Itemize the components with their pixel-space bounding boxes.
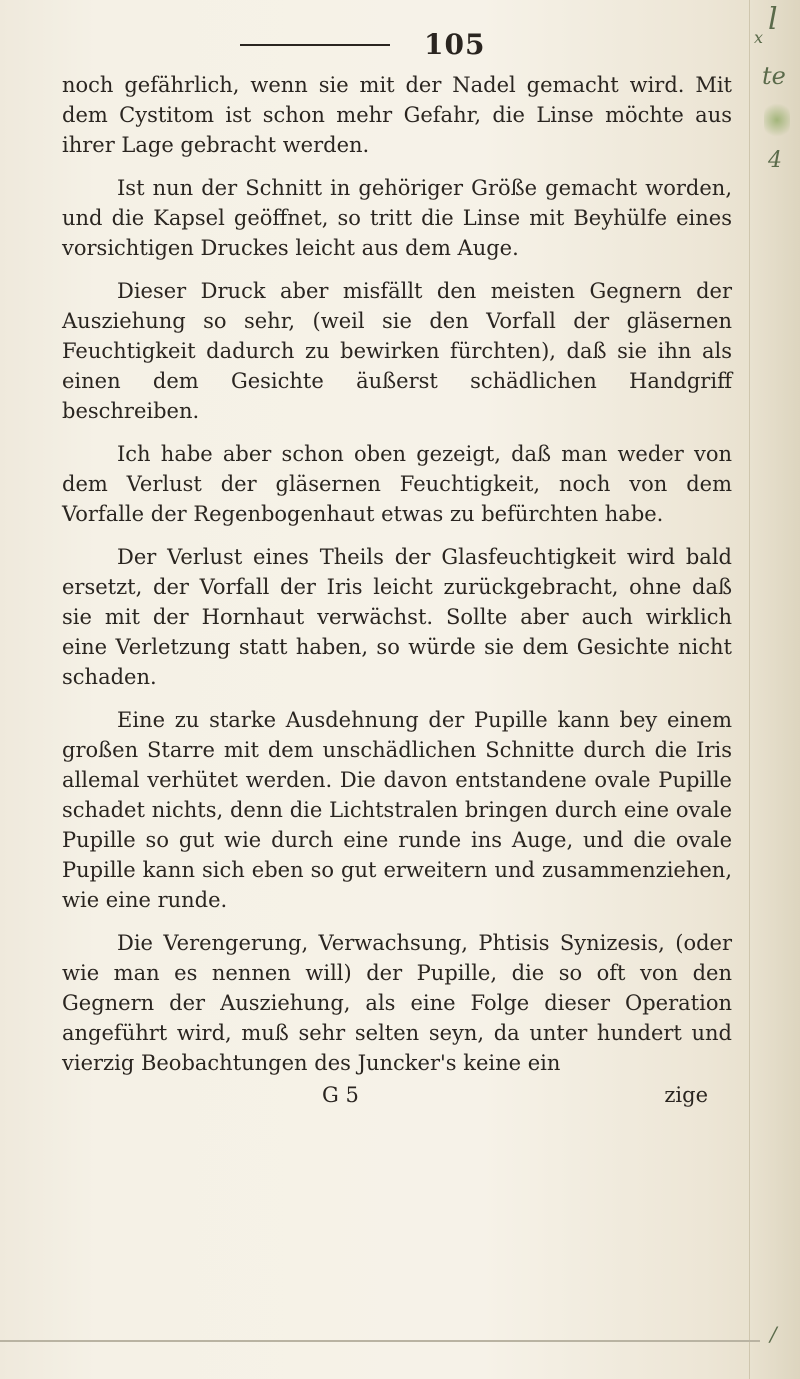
header-rule — [240, 44, 390, 46]
adjacent-page-edge — [749, 0, 800, 1379]
paragraph: Eine zu starke Ausdehnung der Pupille kann bey einem großen Starre mit dem unschädlichen Schnitte durch die Iris allemal verhütet werden. Die davon entstandene ovale Pupille schadet nichts, denn die Lichtstralen bringen durch eine ovale Pupille so gut wie durch eine runde ins Auge, und die ovale Pupille kann sich eben so gut erweitern und zusammenziehen, wie eine runde. — [62, 708, 732, 912]
paragraph: Ich habe aber schon oben gezeigt, daß man weder von dem Verlust der gläsernen Feuchtigkeit, noch von dem Vorfalle der Regenbogenhaut etwas zu befürchten habe. — [62, 442, 732, 526]
paragraph: noch gefährlich, wenn sie mit der Nadel gemacht wird. Mit dem Cystitom ist schon mehr Gefahr, die Linse möchte aus ihrer Lage gebracht werden. — [62, 73, 732, 157]
paragraph: Die Verengerung, Verwachsung, Phtisis Synizesis, (oder wie man es nennen will) der Pupille, die so oft von den Gegnern der Ausziehung, als eine Folge dieser Operation angeführt wird, muß sehr selten seyn, da unter hundert und vierzig Beobachtungen des Juncker's keine ein — [62, 931, 732, 1075]
page-number: 105 — [424, 28, 486, 61]
margin-mark: / — [770, 1322, 777, 1346]
margin-mark: 4 — [768, 148, 782, 173]
margin-mark: l — [768, 2, 778, 37]
ink-smudge — [764, 100, 790, 140]
margin-mark: te — [762, 62, 786, 90]
paragraph: Ist nun der Schnitt in gehöriger Größe gemacht worden, und die Kapsel geöffnet, so tritt die Linse mit Beyhülfe eines vorsichtigen Druckes leicht aus dem Auge. — [62, 176, 732, 260]
catchword: zige — [664, 1083, 708, 1107]
page-bottom-edge — [0, 1340, 760, 1342]
signature-mark: G 5 — [322, 1083, 359, 1107]
margin-mark: x — [754, 28, 764, 47]
body-text — [62, 70, 732, 1110]
paragraph: Dieser Druck aber misfällt den meisten Gegnern der Ausziehung so sehr, (weil sie den Vorfall der gläsernen Feuchtigkeit dadurch zu bewirken fürchten), daß sie ihn als einen dem Gesichte äußerst schädlichen Handgriff beschreiben. — [62, 279, 732, 423]
paragraph: Der Verlust eines Theils der Glasfeuchtigkeit wird bald ersetzt, der Vorfall der Iris leicht zurückgebracht, ohne daß sie mit der Hornhaut verwächst. Sollte aber auch wirklich eine Verletzung statt haben, so würde sie dem Gesichte nicht schaden. — [62, 545, 732, 689]
page-footer — [62, 1080, 732, 1110]
